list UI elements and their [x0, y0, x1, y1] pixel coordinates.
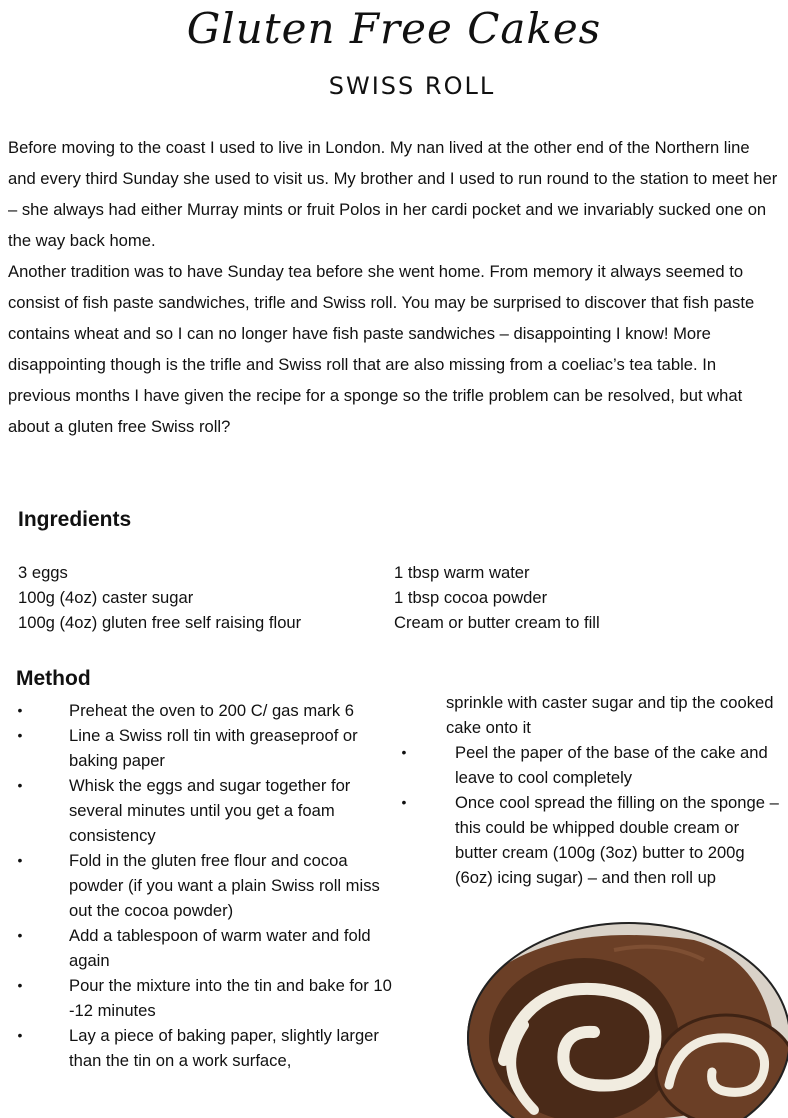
method-step — [14, 973, 394, 1023]
method-step — [14, 923, 394, 973]
method-steps-right — [398, 690, 782, 890]
bullet-icon: • — [17, 777, 23, 793]
method-step-text: Line a Swiss roll tin with greaseproof or baking paper — [69, 726, 358, 770]
method-step-text: Pour the mixture into the tin and bake for 10 -12 minutes — [69, 976, 392, 1020]
intro-paragraph-1: Before moving to the coast I used to live in London. My nan lived at the other end of the Northern line and every third Sunday she used to visit us. My brother and I used to run round to the station to meet her – she always had either Murray mints or fruit Polos in her cardi pocket and we invariably sucked one on the way back home. — [8, 138, 778, 250]
page-title: Gluten Free Cakes — [186, 4, 602, 53]
ingredient-item: 3 eggs — [18, 563, 68, 582]
bullet-icon: • — [401, 794, 407, 810]
bullet-icon: • — [17, 702, 23, 718]
method-steps-left — [14, 698, 394, 1073]
method-step — [14, 698, 394, 723]
bullet-icon: • — [17, 927, 23, 943]
ingredients-right-column — [394, 560, 600, 635]
recipe-subtitle: SWISS ROLL — [328, 72, 496, 100]
method-step — [398, 790, 782, 890]
method-step-text: Fold in the gluten free flour and cocoa powder (if you want a plain Swiss roll miss out the cocoa powder) — [69, 851, 380, 920]
bullet-icon: • — [17, 727, 23, 743]
ingredients-heading: Ingredients — [18, 508, 132, 531]
ingredient-item: 1 tbsp cocoa powder — [394, 588, 548, 607]
bullet-icon: • — [17, 852, 23, 868]
bullet-icon: • — [401, 744, 407, 760]
method-step — [14, 848, 394, 923]
intro-paragraph-2: Another tradition was to have Sunday tea before she went home. From memory it always seemed to consist of fish paste sandwiches, trifle and Swiss roll. You may be surprised to discover that fish paste contains wheat and so I can no longer have fish paste sandwiches – disappointing I know! More disappointing though is the trifle and Swiss roll that are also missing from a coeliac’s tea table. In previous months I have given the recipe for a sponge so the trifle problem can be resolved, but what about a gluten free Swiss roll? — [8, 262, 755, 436]
method-step — [14, 773, 394, 848]
method-step — [398, 740, 782, 790]
swiss-roll-photo — [464, 920, 788, 1118]
bullet-icon: • — [17, 1027, 23, 1043]
intro-text — [8, 132, 780, 442]
ingredient-item: Cream or butter cream to fill — [394, 613, 600, 632]
method-step-text: Whisk the eggs and sugar together for several minutes until you get a foam consistency — [69, 776, 351, 845]
ingredient-item: 100g (4oz) caster sugar — [18, 588, 194, 607]
bullet-icon: • — [17, 977, 23, 993]
method-step — [14, 1023, 394, 1073]
ingredient-item: 1 tbsp warm water — [394, 563, 530, 582]
method-step-text: Peel the paper of the base of the cake and leave to cool completely — [455, 743, 768, 787]
method-step-text: Once cool spread the filling on the sponge – this could be whipped double cream or butter cream (100g (3oz) butter to 200g (6oz) icing sugar) – and then roll up — [455, 793, 779, 887]
method-step-text: Lay a piece of baking paper, slightly larger than the tin on a work surface, — [69, 1026, 379, 1070]
method-step-text: Preheat the oven to 200 C/ gas mark 6 — [69, 701, 355, 720]
method-step-continuation: sprinkle with caster sugar and tip the cooked cake onto it — [446, 693, 774, 737]
method-step-text: Add a tablespoon of warm water and fold again — [69, 926, 371, 970]
method-step — [14, 723, 394, 773]
ingredient-item: 100g (4oz) gluten free self raising flour — [18, 613, 302, 632]
ingredients-left-column — [18, 560, 301, 635]
method-heading: Method — [16, 667, 91, 690]
